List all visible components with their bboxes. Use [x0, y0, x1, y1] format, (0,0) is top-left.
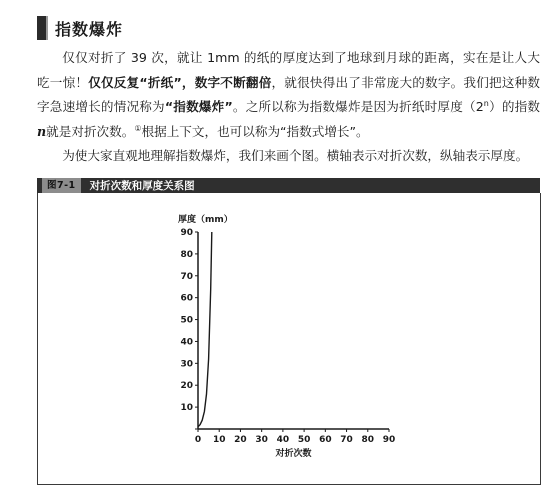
paragraph: [37, 144, 540, 169]
section-heading: [37, 16, 123, 40]
figure-box: [37, 193, 541, 485]
figure-title: 对折次数和厚度关系图: [89, 180, 195, 192]
x-tick-label: 40: [276, 435, 290, 445]
heading-title: 指数爆炸: [55, 19, 124, 39]
x-tick-label: 70: [340, 435, 353, 445]
x-tick-label: 50: [297, 435, 311, 445]
y-tick-label: 30: [180, 359, 193, 370]
y-tick-label: 50: [180, 315, 193, 326]
y-tick-label: 40: [180, 337, 193, 348]
text-segment: ①: [134, 123, 142, 133]
figure-header: [37, 178, 540, 193]
thickness-chart: [38, 193, 540, 484]
y-tick-label: 80: [180, 249, 193, 260]
y-tick-label: 60: [180, 293, 193, 304]
x-tick-label: 30: [255, 435, 268, 445]
x-axis-label: 对折次数: [275, 449, 312, 459]
text-segment: 就是对折次数。: [46, 123, 135, 139]
y-axis-label: 厚度（mm）: [178, 215, 233, 225]
text-segment: 为使大家直观地理解指数爆炸，我们来画个图。横轴表示对折次数，纵轴表示厚度。: [62, 148, 529, 164]
y-tick-label: 70: [180, 271, 193, 282]
x-tick-label: 80: [361, 435, 375, 445]
x-tick-label: 10: [212, 435, 226, 445]
x-tick-label: 60: [319, 435, 332, 445]
x-tick-label: 20: [234, 435, 247, 445]
text-segment: 。之所以称为指数爆炸是因为折纸时厚度（2: [232, 99, 484, 115]
y-tick-label: 20: [180, 381, 193, 392]
text-segment: ）的指数: [488, 99, 541, 115]
text-segment: n: [483, 99, 489, 108]
y-tick-label: 10: [180, 403, 193, 414]
x-tick-label: 90: [382, 435, 396, 445]
text-segment: ，就很快得出了非常庞大的数字。我们把这种数字急速增长的情况称为: [37, 74, 541, 115]
text-segment: 仅仅反复“折纸”，数字不断翻倍: [88, 74, 272, 90]
y-tick-label: 90: [180, 228, 193, 238]
text-segment: 仅仅对折了 39 次，就让 1mm 的纸的厚度达到了地球到月球的距离，实在是让人大吃一惊！: [37, 50, 540, 90]
text-segment: 根据上下文，也可以称为“指数式增长”。: [141, 123, 369, 139]
thickness-curve: [198, 232, 212, 427]
figure-tag: 图7-1: [42, 178, 81, 193]
paragraph: [37, 46, 540, 144]
body-text: [37, 46, 540, 169]
x-tick-label: 0: [194, 435, 202, 445]
heading-marker: [37, 16, 48, 40]
text-segment: “指数爆炸”: [164, 99, 233, 115]
text-segment: n: [37, 123, 47, 139]
